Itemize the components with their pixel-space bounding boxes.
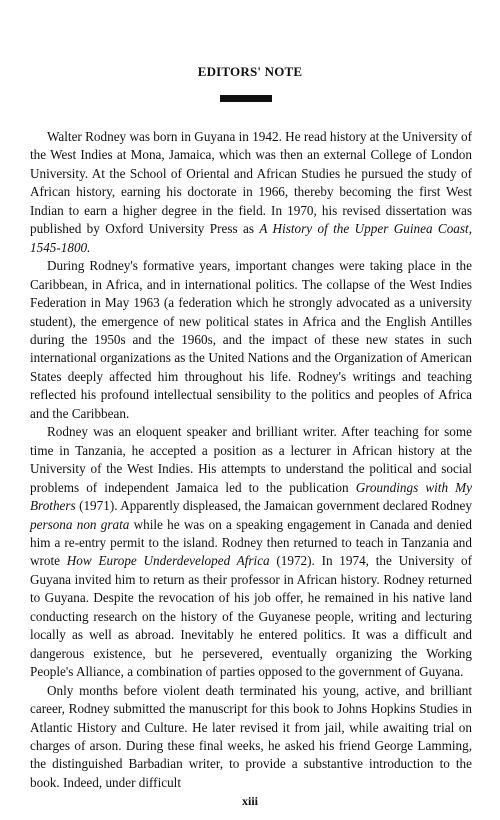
italic-title-text: How Europe Underdeveloped Africa: [66, 553, 270, 569]
paragraph-text: During Rodney's formative years, important changes were taking place in the Caribbean, in Africa, and in international politics. The collapse of the West Indies Federation in May 1963 (a federation which he strongly advocated as a university student), the emergence of new political states in Africa and the English Antilles during the 1950s and the 1960s, and the impact of these new states in such international organizations as the United Nations and the Organization of American States deeply affected him throughout his life. Rodney's writings and teaching reflected his profound intellectual sensibility to the politics and peoples of Africa and the Caribbean.: [30, 258, 472, 421]
italic-title-text: Groundings with My Brothers: [30, 479, 472, 514]
paragraph-text: Rodney was an eloquent speaker and brilliant writer. After teaching for some time in Tanzania, he accepted a position as a lecturer in African history at the University of the West Indies. His attempts to understand the political and social problems of independent Jamaica led to the publication: [30, 424, 472, 495]
paragraph-text: Only months before violent death terminated his young, active, and brilliant career, Rodney submitted the manuscript for this book to Johns Hopkins Studies in Atlantic History and Culture. He later revised it from jail, while awaiting trial on charges of arson. During these final weeks, he asked his friend George Lamming, the distinguished Barbadian writer, to provide a substantive introduction to the book. Indeed, under difficult: [30, 682, 472, 790]
paragraph: [30, 257, 472, 423]
paragraph: [30, 682, 472, 793]
italic-title-text: persona non grata: [30, 516, 130, 532]
body-text: [30, 128, 472, 792]
paragraph-text: while he was on a speaking engagement in Canada and denied him a re-entry permit to the island. Rodney then returned to teach in Tanzania and wrote: [30, 516, 472, 569]
paragraph-text: (1972). In 1974, the University of Guyana invited him to return as their professor in African history. Rodney returned to Guyana. Despite the revocation of his job offer, he remained in his native land conducting research on the history of the Guyanese people, writing and lecturing locally as well as abroad. Inevitably he entered politics. It was a difficult and dangerous existence, but he persevered, eventually organizing the Working People's Alliance, a combination of parties opposed to the government of Guyana.: [30, 553, 472, 680]
page-number: xiii: [241, 794, 258, 808]
paragraph-text: (1971). Apparently displeased, the Jamaican government declared Rodney: [75, 498, 472, 514]
italic-title-text: A History of the Upper Guinea Coast, 1545-1800.: [30, 221, 472, 255]
paragraph: [30, 423, 472, 681]
paragraph: [30, 128, 472, 257]
heading-rule: [220, 95, 272, 102]
page-heading: EDITORS' NOTE: [197, 64, 303, 79]
paragraph-text: Walter Rodney was born in Guyana in 1942. He read history at the University of the West Indies at Mona, Jamaica, which was then an external College of London University. At the School of Oriental and African Studies he pursued the study of African history, earning his doctorate in 1966, thereby becoming the first West Indian to earn a higher degree in the field. In 1970, his revised dissertation was published by Oxford University Press as: [30, 129, 472, 237]
